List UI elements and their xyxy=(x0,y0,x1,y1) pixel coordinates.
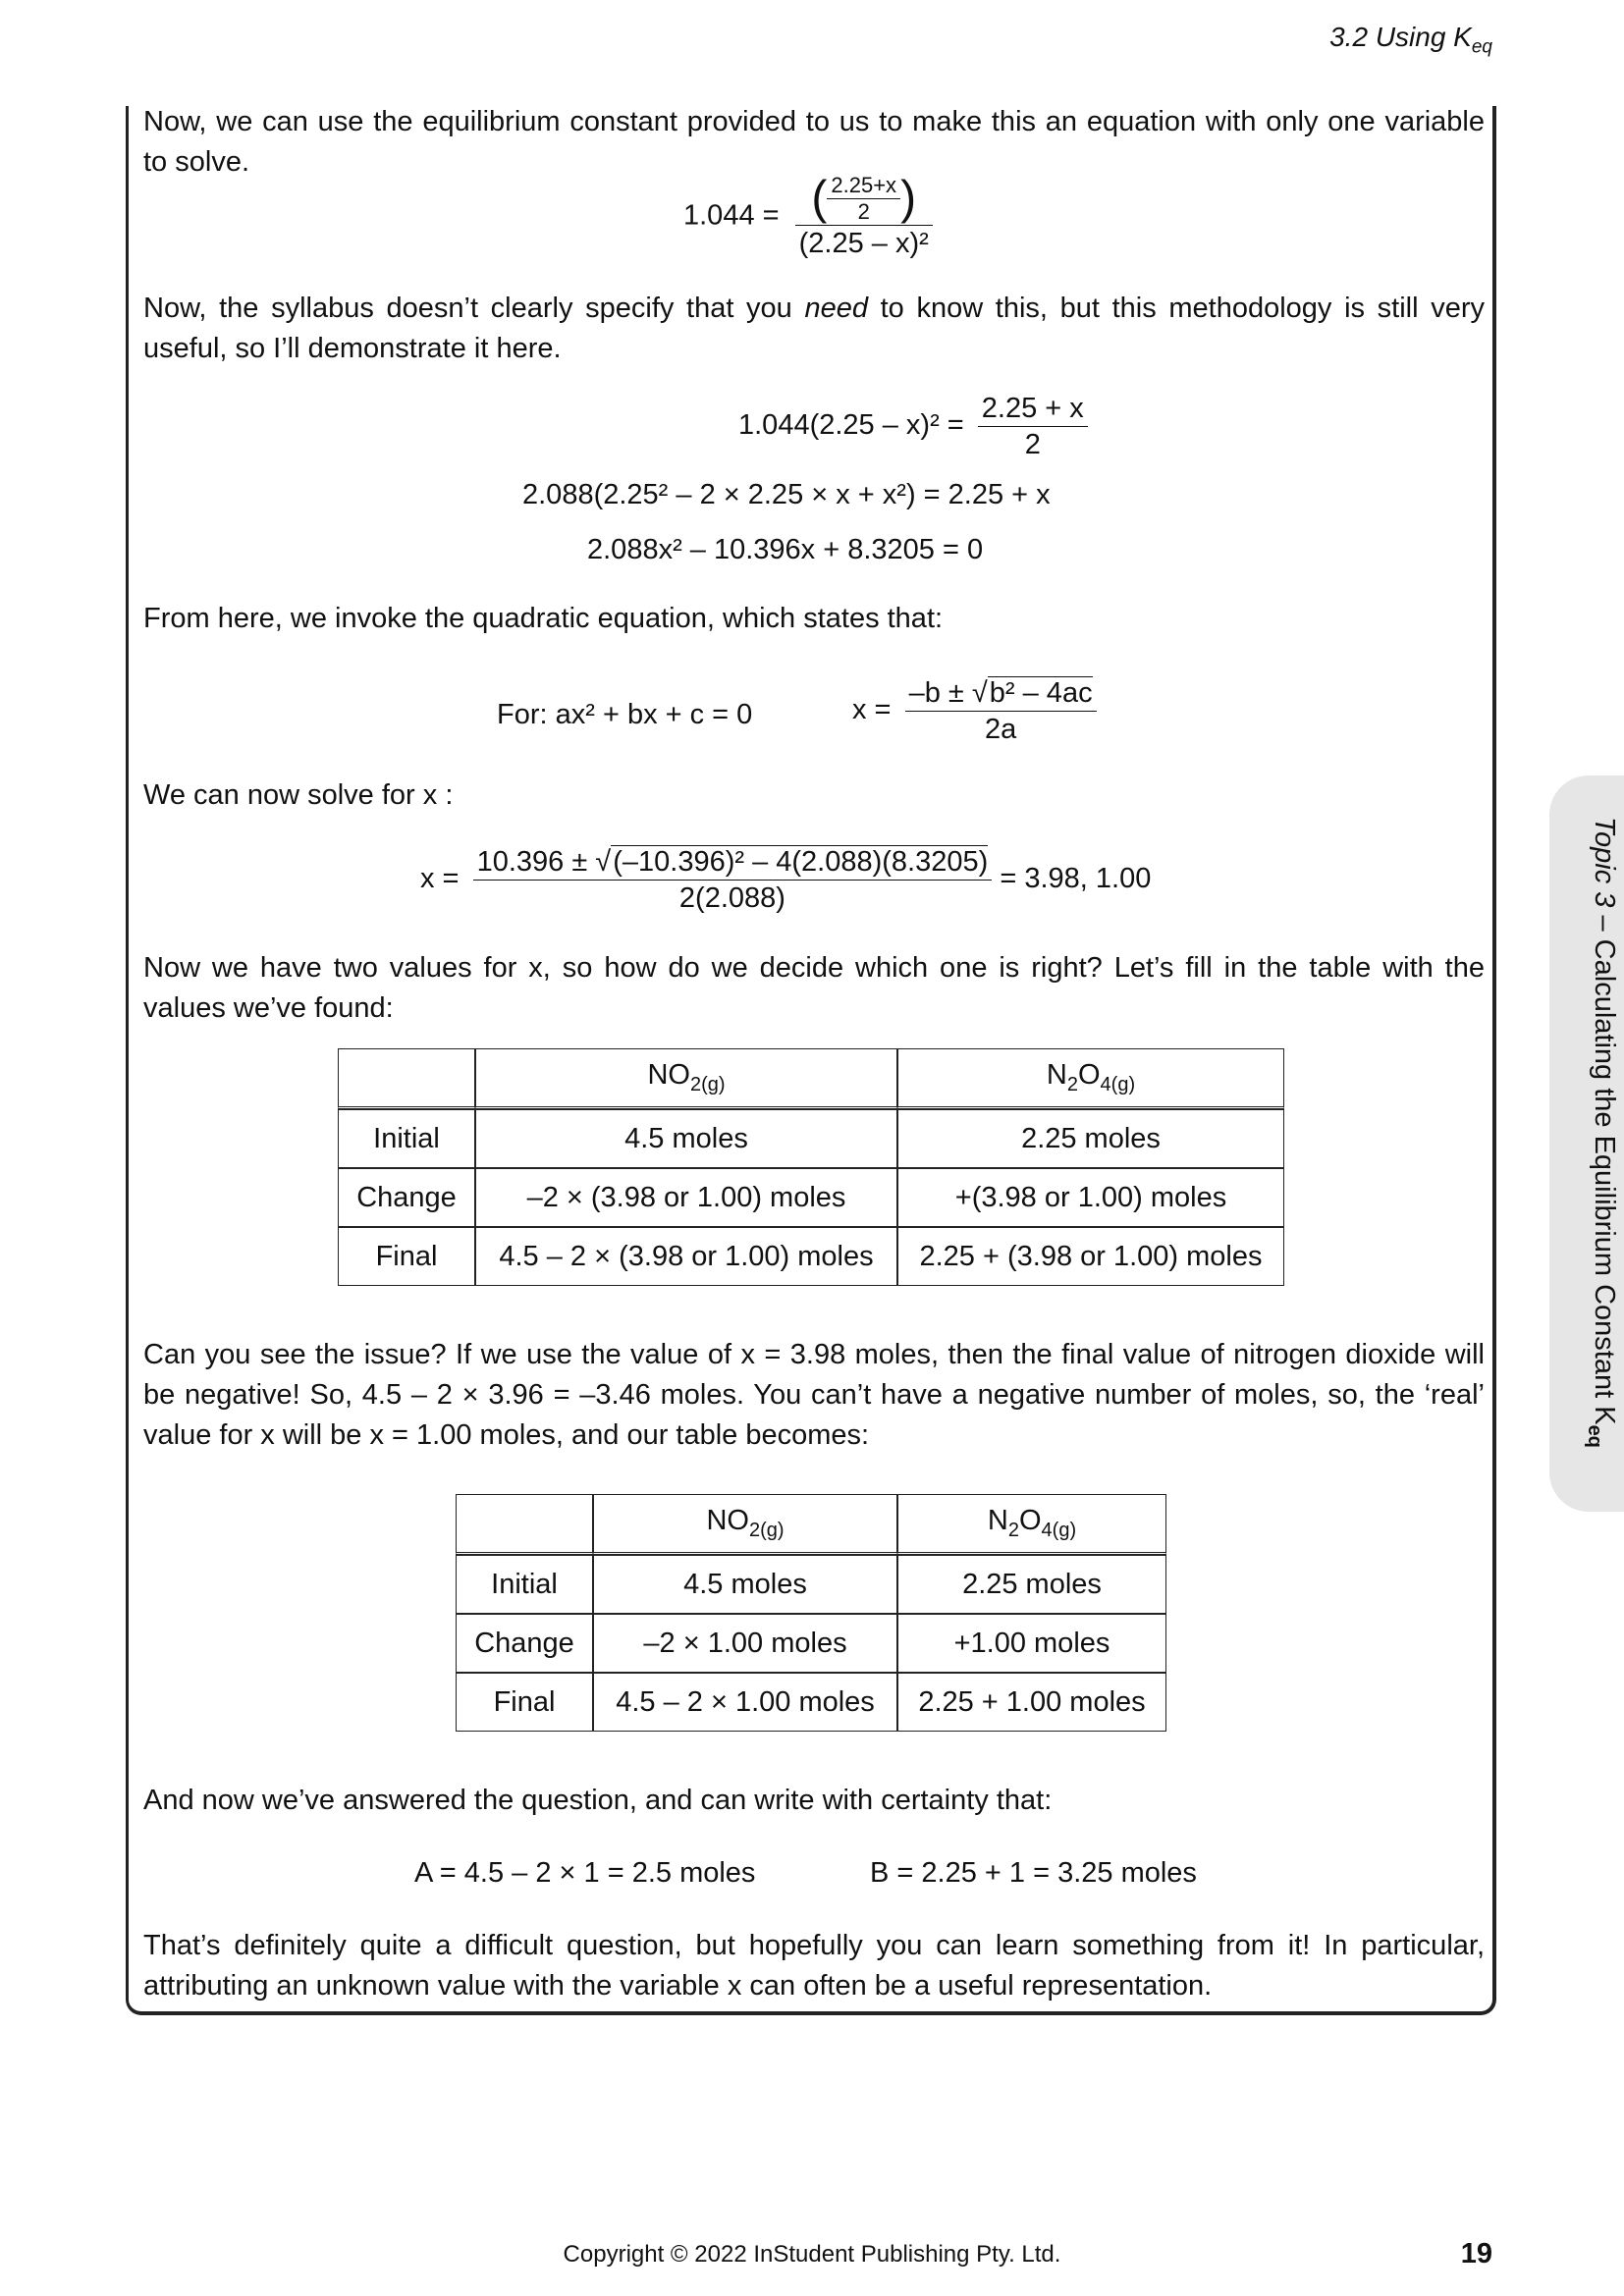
paragraph-issue: Can you see the issue? If we use the value of x = 3.98 moles, then the final value of nitrogen dioxide will be negative! So, 4.5 – 2 × 3.96 = –3.46 moles. You can’t have a negative number of moles, so, the ‘real’ value for x will be x = 1.00 moles, and our table becomes: xyxy=(143,1339,1485,1451)
cell-no2: 4.5 moles xyxy=(475,1109,897,1168)
table-row xyxy=(338,1109,1284,1168)
paragraph-two-values: Now we have two values for x, so how do we decide which one is right? Let’s fill in the table with the values we’ve found: xyxy=(143,952,1485,1024)
row-label: Change xyxy=(456,1614,593,1673)
cell-no2: –2 × 1.00 moles xyxy=(593,1614,897,1673)
paragraph-conclusion: That’s definitely quite a difficult question, but hopefully you can learn something from it! In particular, attributing an unknown value with the variable x can often be a useful representation. xyxy=(143,1930,1485,2002)
table-corner xyxy=(456,1494,593,1555)
quad-lhs: x = xyxy=(852,694,892,726)
cell-n2o4: +1.00 moles xyxy=(897,1614,1166,1673)
side-tab-title: – Calculating the Equilibrium Constant K xyxy=(1589,907,1620,1425)
step1-equation xyxy=(738,391,1088,462)
side-tab-title-sub: eq xyxy=(1584,1424,1606,1448)
step1-num: 2.25 + x xyxy=(978,391,1088,427)
paragraph-syllabus-a: Now, the syllabus doesn’t clearly specify that you xyxy=(143,293,805,324)
cell-n2o4: 2.25 moles xyxy=(897,1109,1284,1168)
step1-lhs: 1.044(2.25 – x)² = xyxy=(738,409,964,442)
keq-numerator: ( $\frac{2.25+x}{2}$ ) xyxy=(795,173,933,226)
quad-den: 2a xyxy=(984,714,1017,745)
row-label: Initial xyxy=(338,1109,475,1168)
cell-no2: –2 × (3.98 or 1.00) moles xyxy=(475,1168,897,1227)
quad-num-a: –b ± xyxy=(908,677,972,709)
step1-den: 2 xyxy=(1024,429,1041,460)
page-number: 19 xyxy=(1460,2238,1492,2269)
table-header-n2o4: $N_2O_{4(g)}$ xyxy=(897,1494,1166,1555)
solve-num-a: 10.396 ± xyxy=(476,846,596,878)
cell-n2o4: 2.25 moles xyxy=(897,1555,1166,1614)
cell-no2: 4.5 – 2 × (3.98 or 1.00) moles xyxy=(475,1227,897,1286)
solve-lhs: x = xyxy=(420,863,460,895)
table-header-row xyxy=(338,1048,1284,1109)
cell-n2o4: 2.25 + (3.98 or 1.00) moles xyxy=(897,1227,1284,1286)
paragraph-intro: Now, we can use the equilibrium constant provided to us to make this an equation with only one variable to solve. xyxy=(143,106,1485,178)
solve-den: 2(2.088) xyxy=(678,882,785,914)
row-label: Initial xyxy=(456,1555,593,1614)
emphasis-need: need xyxy=(804,293,868,324)
keq-denominator: (2.25 – x)² xyxy=(798,228,929,259)
table-row xyxy=(338,1227,1284,1286)
quadratic-condition: For: ax² + bx + c = 0 xyxy=(497,699,753,730)
paragraph-quadratic: From here, we invoke the quadratic equation, which states that: xyxy=(143,603,944,634)
table-header-no2: $NO_{2(g)}$ xyxy=(593,1494,897,1555)
table-header-row xyxy=(456,1494,1166,1555)
solve-numerator: 10.396 ± √(–10.396)² – 4(2.088)(8.3205) xyxy=(473,844,993,881)
solve-fraction xyxy=(473,844,993,916)
keq-inner-num: 2.25+x xyxy=(827,173,900,199)
topic-side-tab xyxy=(1549,775,1624,1512)
solve-rhs: = 3.98, 1.00 xyxy=(1000,863,1152,895)
keq-lhs: 1.044 = xyxy=(683,199,780,232)
paragraph-answered: And now we’ve answered the question, and can write with certainty that: xyxy=(143,1785,1053,1816)
cell-n2o4: +(3.98 or 1.00) moles xyxy=(897,1168,1284,1227)
side-tab-text xyxy=(1583,817,1620,1448)
ice-table-2 xyxy=(456,1494,1166,1732)
table-corner xyxy=(338,1048,475,1109)
paragraph-solve: We can now solve for x : xyxy=(143,779,454,811)
cell-no2: 4.5 – 2 × 1.00 moles xyxy=(593,1673,897,1732)
keq-equation xyxy=(683,173,933,261)
step1-fraction xyxy=(978,391,1088,462)
paragraph-syllabus xyxy=(143,289,1485,369)
solve-root: (–10.396)² – 4(2.088)(8.3205) xyxy=(613,846,989,878)
row-label: Final xyxy=(456,1673,593,1732)
paragraph-syllabus-b: to know this, but this methodology is still very useful, so I’ll demonstrate it here. xyxy=(143,293,1485,364)
quad-numerator: –b ± √b² – 4ac xyxy=(905,675,1097,712)
quad-root: b² – 4ac xyxy=(989,677,1093,709)
quad-fraction xyxy=(905,675,1097,747)
keq-fraction xyxy=(795,173,933,261)
cell-no2: 4.5 moles xyxy=(593,1555,897,1614)
solve-equation xyxy=(420,844,1151,916)
quadratic-formula xyxy=(852,675,1097,747)
section-header xyxy=(1329,22,1492,59)
table-row xyxy=(456,1614,1166,1673)
row-label: Change xyxy=(338,1168,475,1227)
table-row xyxy=(338,1168,1284,1227)
table-row xyxy=(456,1673,1166,1732)
step3-equation: 2.088x² – 10.396x + 8.3205 = 0 xyxy=(587,534,984,565)
step2-equation: 2.088(2.25² – 2 × 2.25 × x + x²) = 2.25 + x xyxy=(522,479,1051,510)
table-row xyxy=(456,1555,1166,1614)
ice-table-1 xyxy=(338,1048,1284,1286)
result-a: A = 4.5 – 2 × 1 = 2.5 moles xyxy=(414,1857,756,1889)
section-title: 3.2 Using K xyxy=(1329,22,1472,52)
keq-inner-den: 2 xyxy=(857,199,870,224)
section-title-sub: eq xyxy=(1471,36,1492,58)
table-header-n2o4: $N_2O_{4(g)}$ xyxy=(897,1048,1284,1109)
copyright-footer: Copyright © 2022 InStudent Publishing Pty. Ltd. xyxy=(563,2241,1061,2268)
cell-n2o4: 2.25 + 1.00 moles xyxy=(897,1673,1166,1732)
result-b: B = 2.25 + 1 = 3.25 moles xyxy=(870,1857,1197,1889)
side-tab-topic: Topic 3 xyxy=(1589,817,1620,908)
table-header-no2: $NO_{2(g)}$ xyxy=(475,1048,897,1109)
row-label: Final xyxy=(338,1227,475,1286)
